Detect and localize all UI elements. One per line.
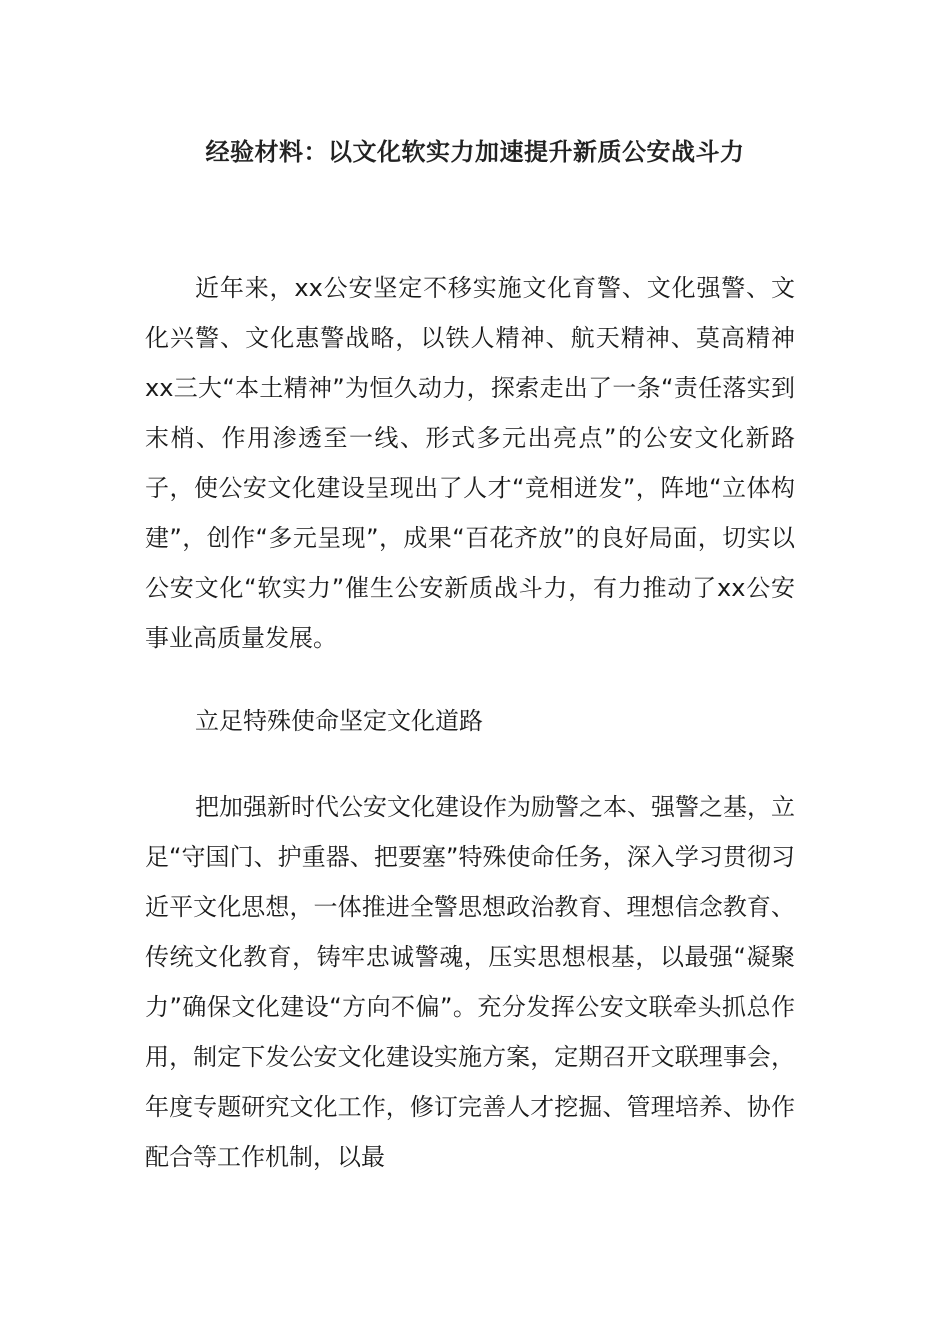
paragraph-intro: 近年来，xx公安坚定不移实施文化育警、文化强警、文化兴警、文化惠警战略，以铁人精神、航天精神、莫高精神xx三大“本土精神”为恒久动力，探索走出了一条“责任落实到末梢、作用渗透至一线、形式多元出亮点”的公安文化新路子，使公安文化建设呈现出了人才“竞相迸发”，阵地“立体构建”，创作“多元呈现”，成果“百花齐放”的良好局面，切实以公安文化“软实力”催生公安新质战斗力，有力推动了xx公安事业高质量发展。	[145, 274, 795, 652]
document-title: 经验材料：以文化软实力加速提升新质公安战斗力	[205, 138, 745, 166]
section-heading: 立足特殊使命坚定文化道路	[195, 707, 483, 735]
paragraph-section-1: 把加强新时代公安文化建设作为励警之本、强警之基，立足“守国门、护重器、把要塞”特殊使命任务，深入学习贯彻习近平文化思想，一体推进全警思想政治教育、理想信念教育、传统文化教育，铸牢忠诚警魂，压实思想根基，以最强“凝聚力”确保文化建设“方向不偏”。充分发挥公安文联牵头抓总作用，制定下发公安文化建设实施方案，定期召开文联理事会，年度专题研究文化工作，修订完善人才挖掘、管理培养、协作配合等工作机制，以最	[145, 793, 795, 1171]
